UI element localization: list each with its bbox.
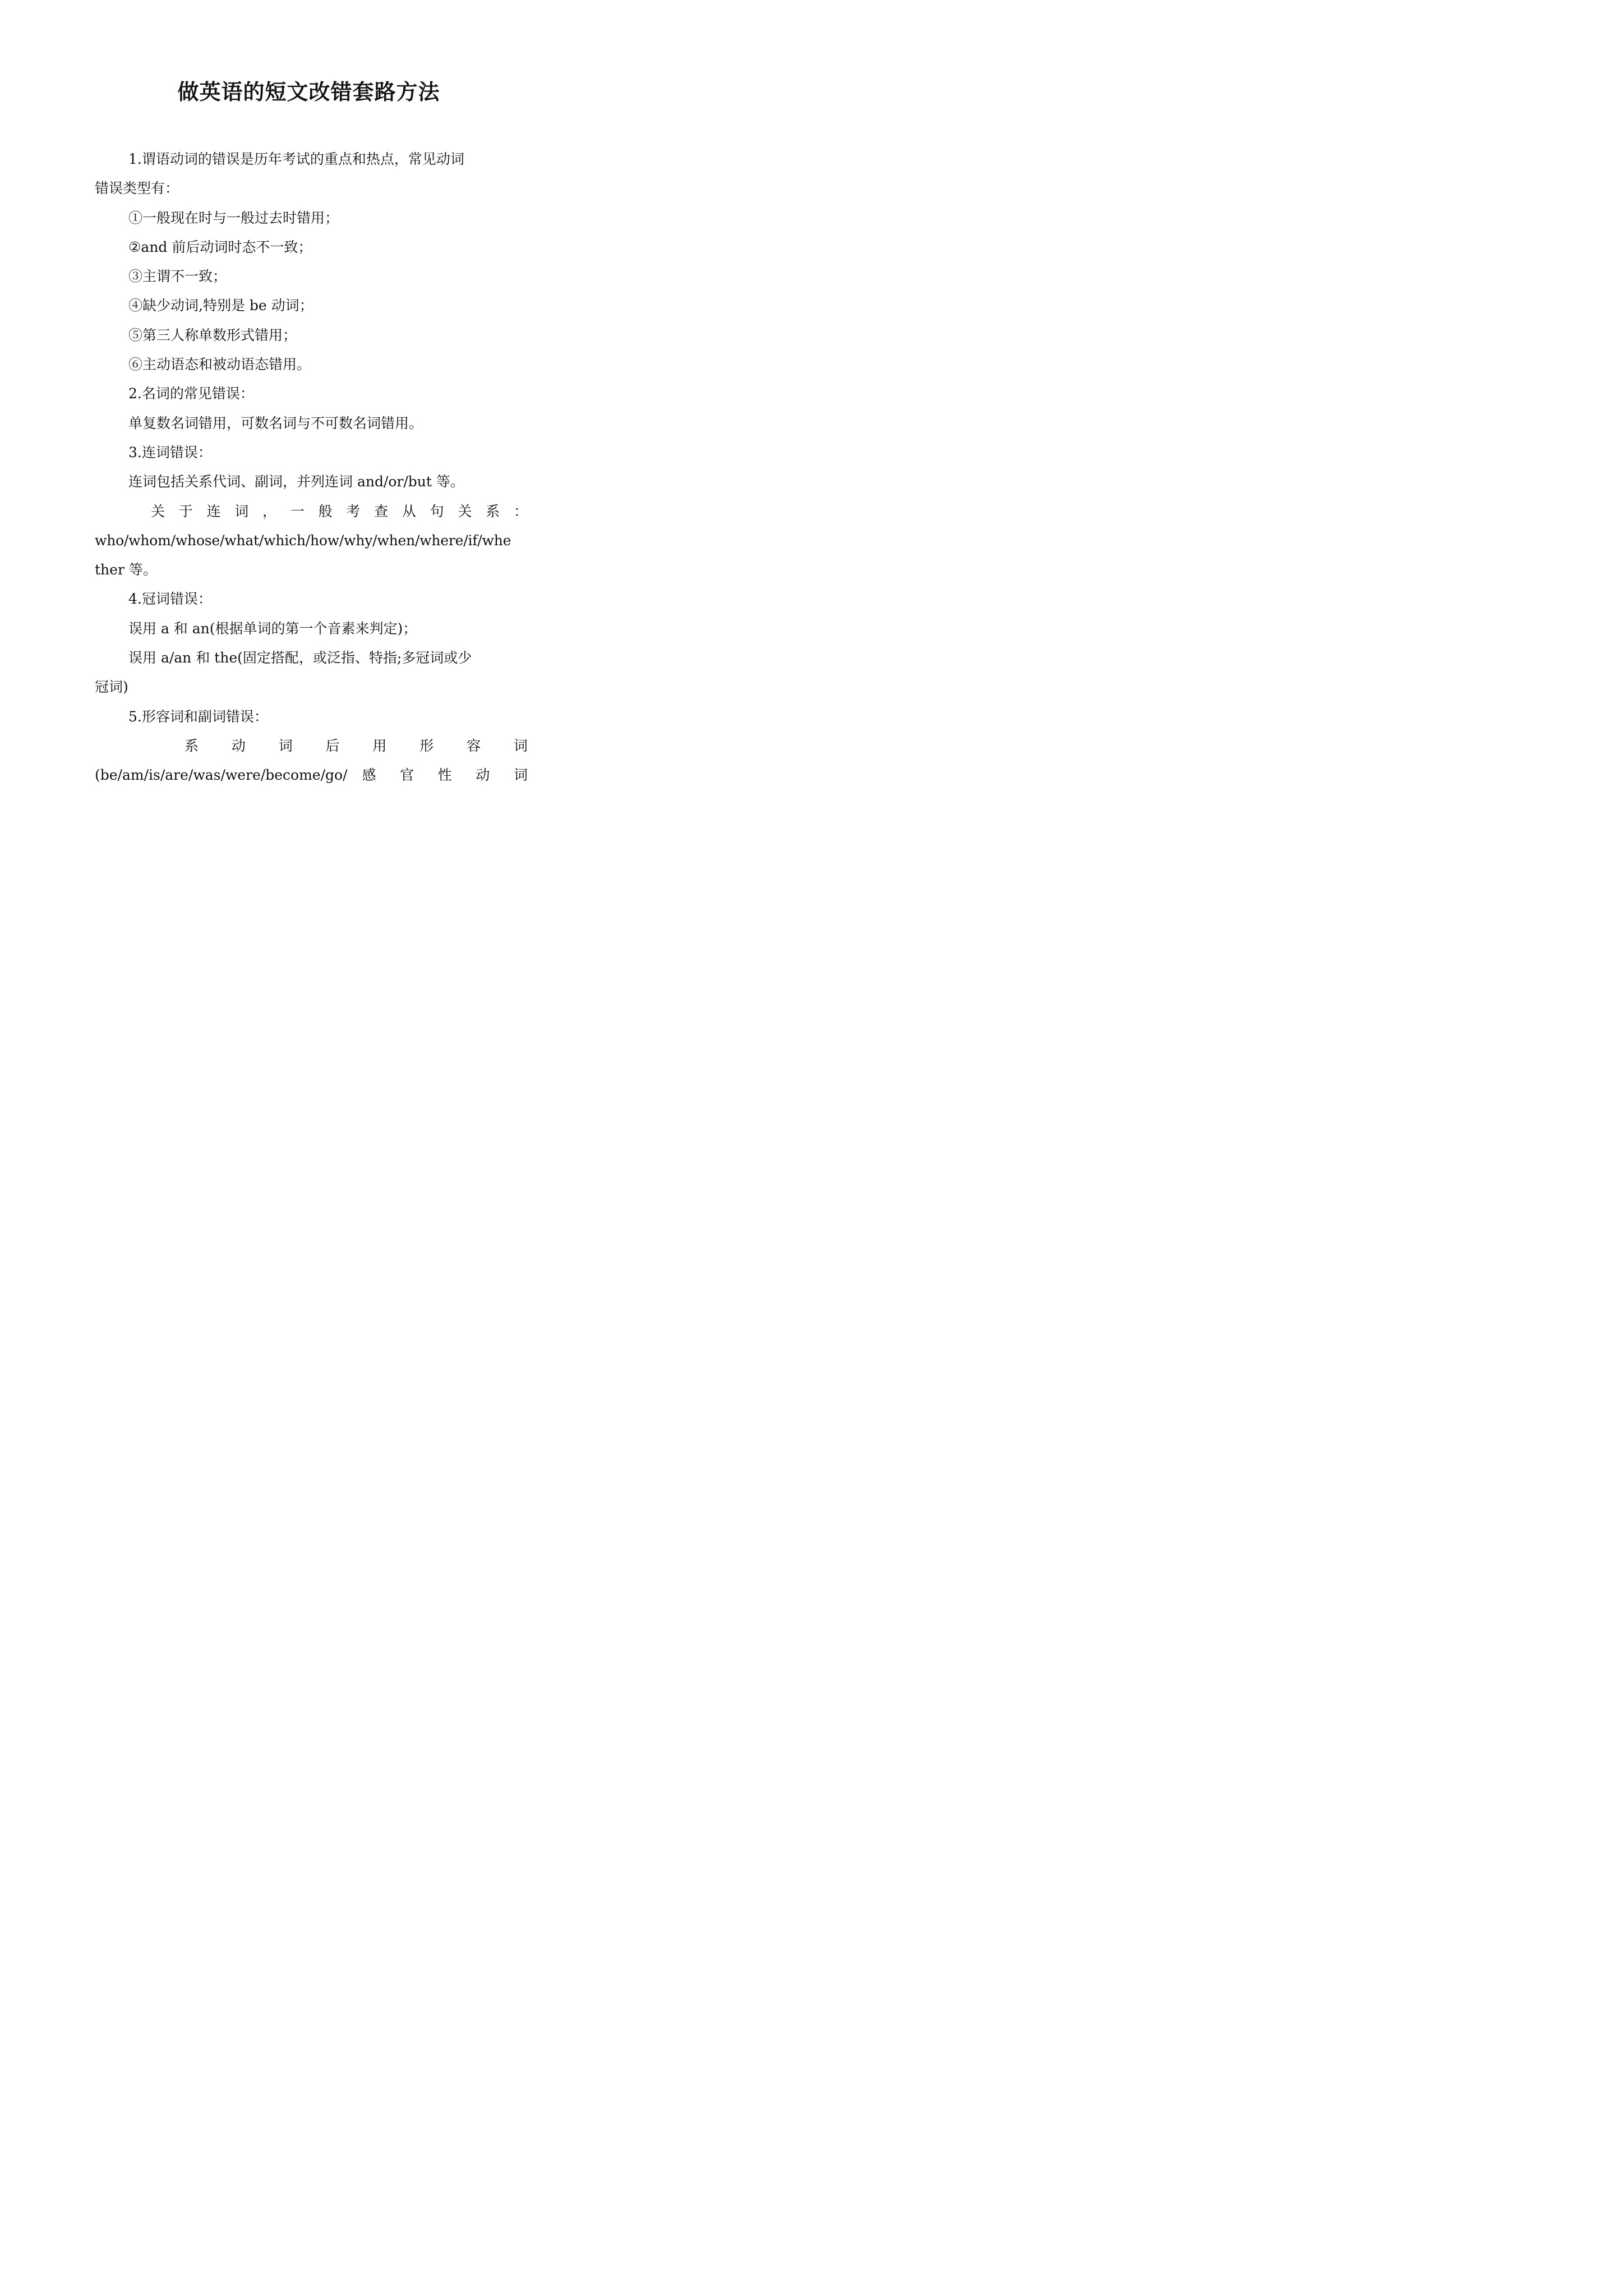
spread-char: 用 bbox=[372, 737, 387, 754]
spread-char: 一 bbox=[290, 503, 305, 519]
list-item: ⑤第三人称单数形式错用； bbox=[128, 326, 297, 343]
sensory-verbs bbox=[348, 761, 528, 790]
paragraph-articles-a-an: 误用 a 和 an(根据单词的第一个音素来判定)； bbox=[128, 620, 417, 637]
section-heading-nouns: 2.名词的常见错误： bbox=[128, 385, 254, 402]
paragraph-articles-the-cont: 冠词) bbox=[95, 679, 128, 696]
section-heading-adjectives: 5.形容词和副词错误： bbox=[128, 708, 268, 725]
paragraph-verb-errors-cont: 错误类型有： bbox=[95, 180, 179, 197]
list-item: ①一般现在时与一般过去时错用； bbox=[128, 209, 339, 226]
spread-char: 考 bbox=[346, 503, 361, 519]
spread-char: 词 bbox=[513, 767, 528, 784]
spread-char: 容 bbox=[467, 737, 481, 754]
document-body bbox=[95, 145, 528, 790]
section-heading-conjunctions: 3.连词错误： bbox=[128, 444, 212, 461]
spread-char: 系 bbox=[486, 503, 500, 519]
spread-char: 关 bbox=[458, 503, 472, 519]
verb-list: (be/am/is/are/was/were/become/go/ bbox=[95, 767, 348, 784]
spread-char: 词 bbox=[278, 737, 293, 754]
spread-char: 后 bbox=[325, 737, 340, 754]
spread-char: 感 bbox=[362, 767, 376, 784]
paragraph-clause-words: who/whom/whose/what/which/how/why/when/where/if/whe bbox=[95, 532, 511, 549]
section-heading-articles: 4.冠词错误： bbox=[128, 591, 212, 608]
list-item: ⑥主动语态和被动语态错用。 bbox=[128, 356, 311, 373]
document-page bbox=[0, 0, 617, 873]
spread-char: ： bbox=[513, 503, 528, 519]
spread-char: 动 bbox=[231, 737, 246, 754]
list-item: ③主谓不一致； bbox=[128, 268, 227, 285]
list-item: ④缺少动词,特别是 be 动词； bbox=[128, 297, 313, 314]
document-title: 做英语的短文改错套路方法 bbox=[177, 79, 440, 104]
paragraph-conjunctions: 连词包括关系代词、副词，并列连词 and/or/but 等。 bbox=[128, 473, 464, 490]
spread-char: 连 bbox=[206, 503, 221, 519]
spread-char: 形 bbox=[419, 737, 434, 754]
spread-char: 动 bbox=[476, 767, 490, 784]
paragraph-linking-verbs-cont bbox=[95, 761, 528, 790]
spread-char: 词 bbox=[234, 503, 249, 519]
paragraph-articles-the: 误用 a/an 和 the(固定搭配，或泛指、特指;多冠词或少 bbox=[128, 650, 472, 666]
list-item: ②and 前后动词时态不一致； bbox=[128, 238, 312, 255]
spread-char: ， bbox=[262, 503, 277, 519]
spread-char: 于 bbox=[178, 503, 193, 519]
spread-char: 性 bbox=[437, 767, 452, 784]
spread-char: 从 bbox=[402, 503, 416, 519]
spread-char: 关 bbox=[151, 503, 165, 519]
spread-char: 句 bbox=[430, 503, 444, 519]
spread-char: 系 bbox=[185, 737, 199, 754]
paragraph-clause-relations bbox=[95, 497, 528, 526]
paragraph-nouns: 单复数名词错用，可数名词与不可数名词错用。 bbox=[128, 415, 423, 431]
spread-char: 官 bbox=[400, 767, 414, 784]
paragraph-linking-verbs bbox=[95, 731, 528, 761]
paragraph-verb-errors: 1.谓语动词的错误是历年考试的重点和热点，常见动词 bbox=[128, 151, 464, 167]
spread-char: 词 bbox=[513, 737, 528, 754]
spread-char: 般 bbox=[318, 503, 333, 519]
paragraph-clause-words-cont: ther 等。 bbox=[95, 562, 157, 578]
spread-char: 查 bbox=[374, 503, 389, 519]
